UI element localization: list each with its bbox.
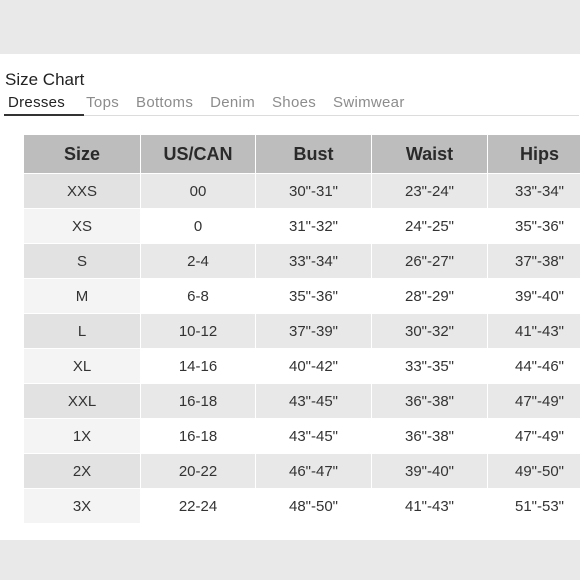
header-hips: Hips — [488, 135, 580, 174]
header-bust: Bust — [256, 135, 372, 174]
table-row — [24, 279, 580, 314]
cell-bust: 46"-47" — [256, 454, 372, 489]
cell-size: XS — [24, 209, 141, 244]
cell-bust: 37"-39" — [256, 314, 372, 349]
cell-us-can: 2-4 — [141, 244, 256, 279]
table-row — [24, 209, 580, 244]
cell-bust: 43"-45" — [256, 419, 372, 454]
cell-hips: 44"-46" — [488, 349, 580, 384]
tab-swimwear[interactable]: Swimwear — [333, 94, 405, 111]
cell-waist: 33"-35" — [372, 349, 488, 384]
cell-hips: 41"-43" — [488, 314, 580, 349]
cell-us-can: 16-18 — [141, 419, 256, 454]
cell-waist: 30"-32" — [372, 314, 488, 349]
cell-hips: 47"-49" — [488, 419, 580, 454]
cell-bust: 48"-50" — [256, 489, 372, 524]
cell-waist: 41"-43" — [372, 489, 488, 524]
cell-size: L — [24, 314, 141, 349]
table-row — [24, 419, 580, 454]
table-row — [24, 454, 580, 489]
table-row — [24, 174, 580, 209]
cell-bust: 33"-34" — [256, 244, 372, 279]
cell-bust: 43"-45" — [256, 384, 372, 419]
header-size: Size — [24, 135, 141, 174]
table-row — [24, 384, 580, 419]
header-waist: Waist — [372, 135, 488, 174]
tab-dresses[interactable]: Dresses — [8, 94, 66, 111]
size-chart-panel — [0, 54, 580, 540]
cell-us-can: 00 — [141, 174, 256, 209]
cell-size: S — [24, 244, 141, 279]
cell-us-can: 6-8 — [141, 279, 256, 314]
cell-hips: 51"-53" — [488, 489, 580, 524]
cell-us-can: 22-24 — [141, 489, 256, 524]
cell-size: 1X — [24, 419, 141, 454]
table-row — [24, 244, 580, 279]
cell-size: XL — [24, 349, 141, 384]
cell-size: XXL — [24, 384, 141, 419]
cell-hips: 37"-38" — [488, 244, 580, 279]
cell-waist: 24"-25" — [372, 209, 488, 244]
table-header-row — [24, 135, 580, 174]
cell-waist: 36"-38" — [372, 384, 488, 419]
cell-hips: 33"-34" — [488, 174, 580, 209]
cell-us-can: 0 — [141, 209, 256, 244]
tab-divider — [4, 115, 579, 116]
cell-size: M — [24, 279, 141, 314]
page-title: Size Chart — [5, 70, 85, 89]
cell-waist: 39"-40" — [372, 454, 488, 489]
tab-denim[interactable]: Denim — [210, 94, 255, 111]
tab-bottoms[interactable]: Bottoms — [136, 94, 194, 111]
size-chart-table — [23, 134, 580, 524]
table-row — [24, 489, 580, 524]
cell-bust: 40"-42" — [256, 349, 372, 384]
tab-shoes[interactable]: Shoes — [272, 94, 317, 111]
cell-us-can: 10-12 — [141, 314, 256, 349]
cell-bust: 31"-32" — [256, 209, 372, 244]
cell-waist: 23"-24" — [372, 174, 488, 209]
category-tabs — [5, 94, 422, 116]
cell-hips: 35"-36" — [488, 209, 580, 244]
cell-waist: 28"-29" — [372, 279, 488, 314]
cell-hips: 49"-50" — [488, 454, 580, 489]
cell-hips: 39"-40" — [488, 279, 580, 314]
cell-size: 2X — [24, 454, 141, 489]
cell-us-can: 14-16 — [141, 349, 256, 384]
active-tab-underline — [4, 114, 84, 116]
tab-tops[interactable]: Tops — [86, 94, 120, 111]
cell-bust: 35"-36" — [256, 279, 372, 314]
table-row — [24, 314, 580, 349]
cell-bust: 30"-31" — [256, 174, 372, 209]
cell-us-can: 16-18 — [141, 384, 256, 419]
cell-waist: 26"-27" — [372, 244, 488, 279]
cell-us-can: 20-22 — [141, 454, 256, 489]
header-us-can: US/CAN — [141, 135, 256, 174]
cell-size: XXS — [24, 174, 141, 209]
cell-waist: 36"-38" — [372, 419, 488, 454]
cell-size: 3X — [24, 489, 141, 524]
table-row — [24, 349, 580, 384]
cell-hips: 47"-49" — [488, 384, 580, 419]
